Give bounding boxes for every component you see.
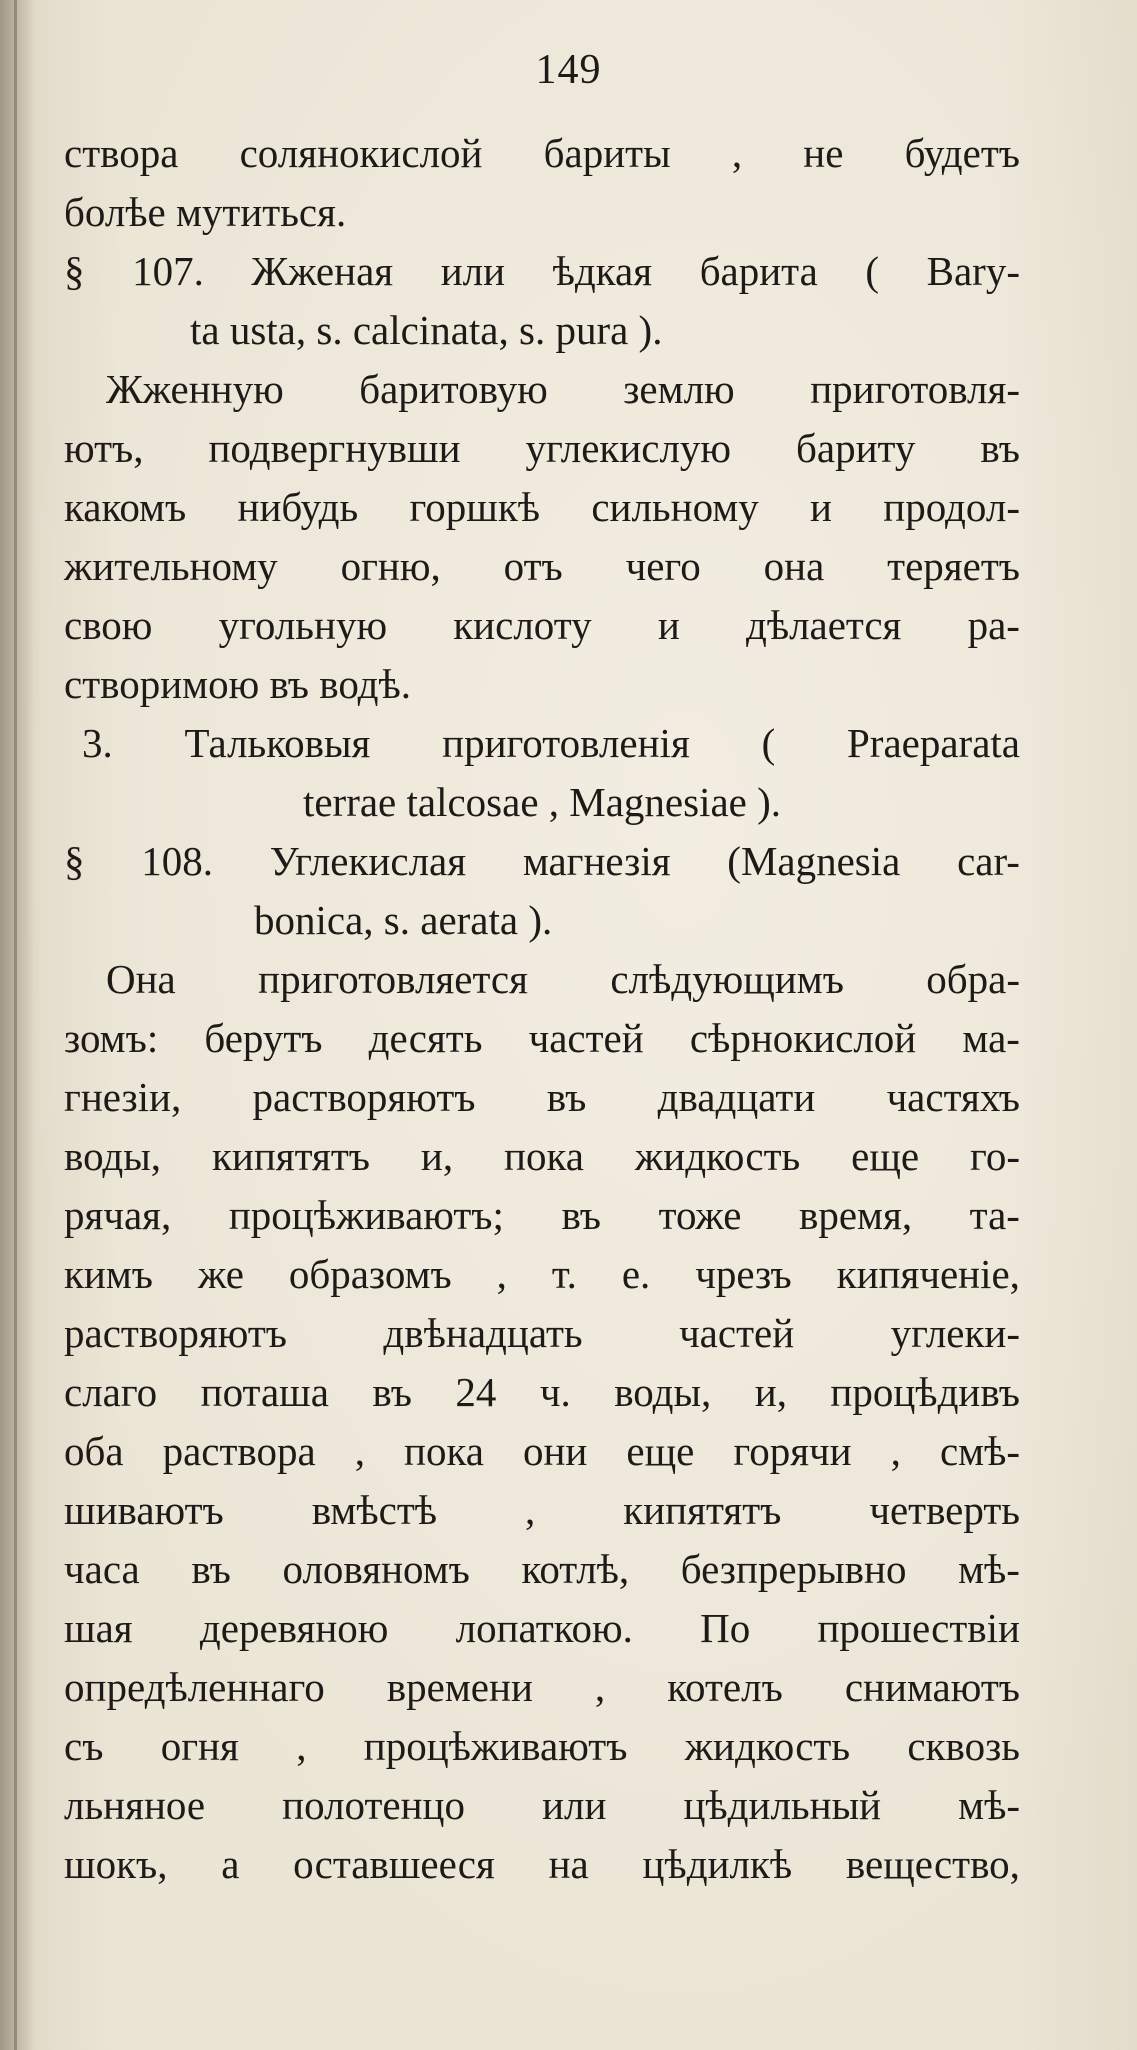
text-line-14: bonica, s. aerata ). bbox=[254, 897, 553, 943]
text-line-21: растворяютъ двѣнадцать частей углеки- bbox=[64, 1310, 1020, 1356]
text-line-18: воды, кипятятъ и, пока жидкость еще го- bbox=[64, 1133, 1020, 1179]
text-line-22: слаго поташа въ 24 ч. воды, и, процѣдивъ bbox=[64, 1369, 1020, 1415]
page-text-block bbox=[64, 124, 1020, 1894]
binding-edge-line bbox=[14, 0, 17, 2050]
text-line-30: шокъ, а оставшееся на цѣдилкѣ вещество, bbox=[64, 1841, 1020, 1887]
text-line-2: болѣе мутиться. bbox=[64, 189, 347, 235]
text-line-28: съ огня , процѣживаютъ жидкость сквозь bbox=[64, 1723, 1020, 1769]
page-spine-shadow bbox=[0, 0, 34, 2050]
text-line-17: гнезіи, растворяютъ въ двадцати частяхъ bbox=[64, 1074, 1020, 1120]
text-line-6: ютъ, подвергнувши углекислую бариту въ bbox=[64, 425, 1020, 471]
text-line-16: зомъ: берутъ десять частей сѣрнокислой ма- bbox=[64, 1015, 1020, 1061]
text-line-24: шиваютъ вмѣстѣ , кипятятъ четверть bbox=[64, 1487, 1020, 1533]
text-line-10: створимою въ водѣ. bbox=[64, 661, 412, 707]
text-line-3: § 107. Жженая или ѣдкая барита ( Bary- bbox=[64, 248, 1020, 294]
page-number: 149 bbox=[535, 47, 602, 93]
text-line-4: ta usta, s. calcinata, s. pura ). bbox=[190, 307, 663, 353]
text-line-12: terrae talcosae , Magnesiae ). bbox=[302, 779, 782, 825]
text-line-15: Она приготовляется слѣдующимъ обра- bbox=[106, 956, 1020, 1002]
text-line-23: оба раствора , пока они еще горячи , смѣ- bbox=[64, 1428, 1020, 1474]
text-line-26: шая деревяною лопаткою. По прошествіи bbox=[64, 1605, 1020, 1651]
text-line-9: свою угольную кислоту и дѣлается ра- bbox=[64, 602, 1020, 648]
text-line-19: рячая, процѣживаютъ; въ тоже время, та- bbox=[64, 1192, 1020, 1238]
text-line-8: жительному огню, отъ чего она теряетъ bbox=[64, 543, 1020, 589]
text-line-7: какомъ нибудь горшкѣ сильному и продол- bbox=[64, 484, 1020, 530]
text-line-1: створа солянокислой бариты , не будетъ bbox=[64, 130, 1020, 176]
text-line-20: кимъ же образомъ , т. е. чрезъ кипяченіе, bbox=[64, 1251, 1020, 1297]
text-line-29: льняное полотенцо или цѣдильный мѣ- bbox=[64, 1782, 1020, 1828]
text-line-11: 3. Тальковыя приготовленія ( Praeparata bbox=[82, 720, 1020, 766]
text-line-5: Жженную баритовую землю приготовля- bbox=[106, 366, 1020, 412]
text-line-13: § 108. Углекислая магнезія (Magnesia car- bbox=[64, 838, 1020, 884]
text-line-27: опредѣленнаго времени , котелъ снимаютъ bbox=[64, 1664, 1020, 1710]
text-line-25: часа въ оловяномъ котлѣ, безпрерывно мѣ- bbox=[64, 1546, 1020, 1592]
